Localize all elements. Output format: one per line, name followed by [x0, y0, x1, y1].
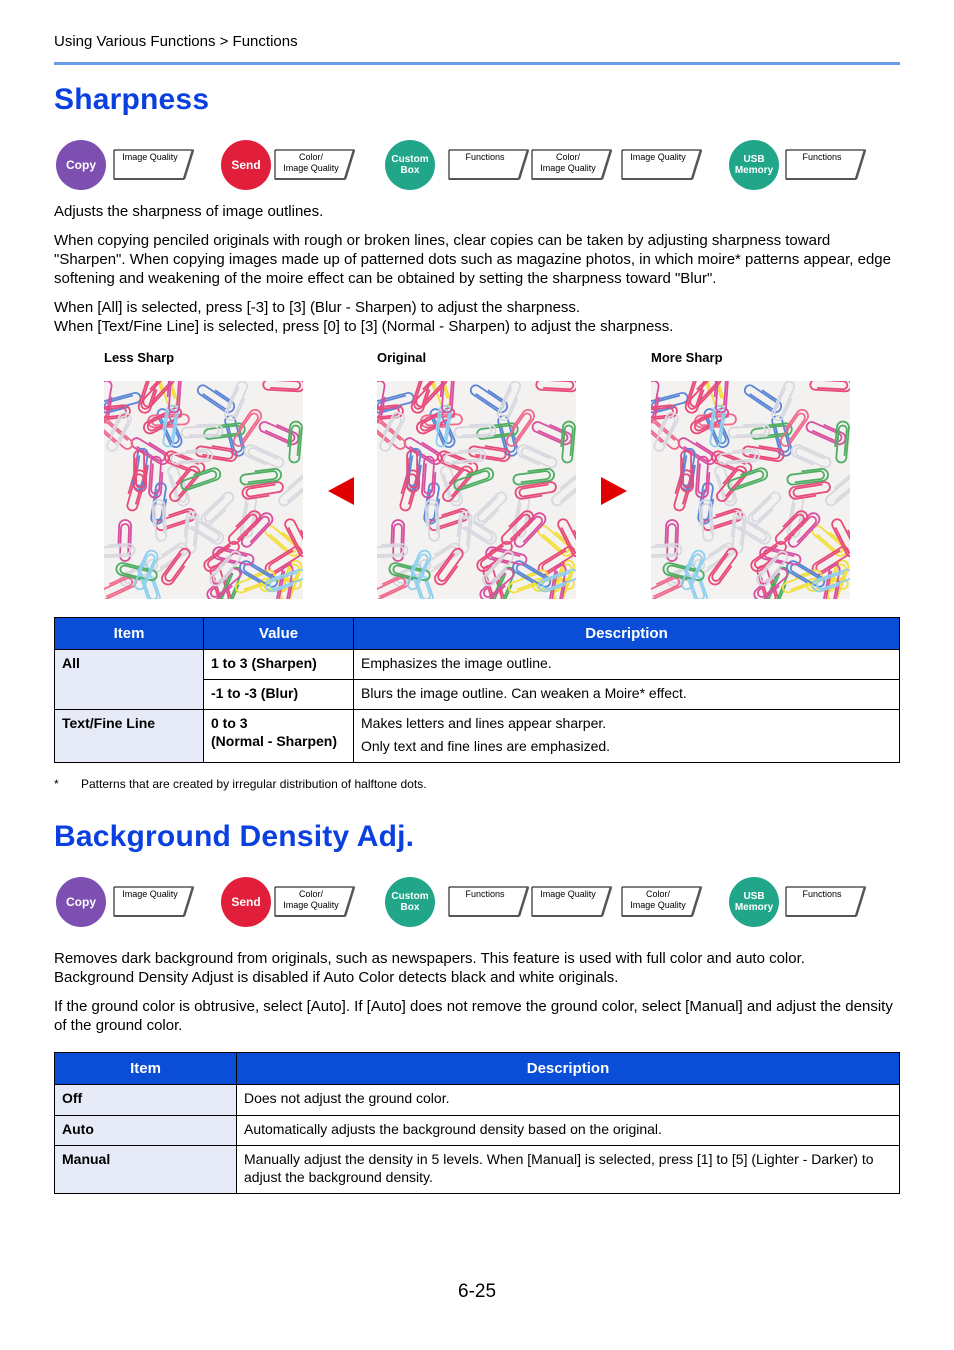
table-row — [55, 1085, 900, 1116]
paper-clip — [560, 421, 576, 463]
table-row — [55, 710, 900, 763]
paper-clip — [454, 424, 495, 437]
paper-clip — [287, 421, 303, 463]
paper-clip — [536, 522, 575, 558]
path-tag: Functions — [448, 149, 532, 180]
table-row — [55, 1116, 900, 1146]
sharpness-table — [54, 617, 900, 763]
function-path-row-1 — [56, 140, 896, 192]
paper-clip — [263, 381, 303, 392]
description-cell: Emphasizes the image outline. — [354, 650, 900, 680]
original-image — [377, 381, 576, 599]
header-rule — [54, 62, 900, 65]
paper-clip — [810, 381, 850, 392]
background-intro: Removes dark background from originals, such as newspapers. This feature is used with full color and auto color. Background Density Adjust is disabled if Auto Color detects black and white originals. — [54, 950, 805, 986]
function-path-row-2 — [56, 877, 896, 929]
page-number: 6-25 — [458, 1281, 497, 1302]
arrow-right-icon — [600, 476, 628, 506]
description-cell: Does not adjust the ground color. — [237, 1085, 900, 1116]
paper-clip — [137, 381, 161, 414]
send-badge: Send — [221, 140, 271, 190]
table-header: Description — [237, 1053, 900, 1085]
more-sharp-image — [651, 381, 850, 599]
send-badge: Send — [221, 877, 271, 927]
path-tag: Image Quality — [113, 149, 197, 180]
paper-clip — [728, 424, 769, 437]
description-cell: Blurs the image outline. Can weaken a Moire* effect. — [354, 680, 900, 710]
paper-clip — [684, 381, 708, 414]
paper-clip — [536, 381, 576, 392]
sharpness-paragraph: When copying penciled originals with rough or broken lines, clear copies can be taken by adjusting sharpness toward "Sharpen". When copying images made up of patterned dots such as magazine photos, in which moire* patterns appear, edge softening and weakening of the moire effect can be obtained by setting the sharpness toward "Blur". — [54, 232, 891, 287]
path-tag: Color/ Image Quality — [274, 886, 358, 917]
background-table — [54, 1052, 900, 1194]
value-cell: 1 to 3 (Sharpen) — [204, 650, 354, 680]
item-cell: Text/Fine Line — [55, 710, 204, 763]
table-row — [55, 650, 900, 680]
paper-clip — [810, 522, 849, 558]
arrow-left-icon — [327, 476, 355, 506]
paper-clip — [469, 382, 510, 415]
table-header: Item — [55, 618, 204, 650]
description-cell: Manually adjust the density in 5 levels. When [Manual] is selected, press [1] to [5] (Lighter - Darker) to adjust the background density. — [237, 1146, 900, 1194]
paper-clip — [743, 382, 784, 415]
copy-badge: Copy — [56, 140, 106, 190]
sharpness-intro: Adjusts the sharpness of image outlines. — [54, 203, 324, 220]
original-label: Original — [377, 350, 427, 365]
background-density-title: Background Density Adj. — [54, 820, 415, 853]
path-tag: Functions — [785, 149, 869, 180]
paper-clip — [516, 443, 558, 471]
item-cell: Off — [55, 1085, 237, 1116]
table-header: Description — [354, 618, 900, 650]
sharpness-title: Sharpness — [54, 83, 210, 116]
description-cell: Automatically adjusts the background density based on the original. — [237, 1116, 900, 1146]
table-row — [55, 1146, 900, 1194]
path-tag: Color/ Image Quality — [274, 149, 358, 180]
item-cell: All — [55, 650, 204, 710]
background-paragraph: If the ground color is obtrusive, select [Auto]. If [Auto] does not remove the ground color, select [Manual] and adjust the density of the ground color. — [54, 998, 893, 1034]
paper-clip — [196, 382, 237, 415]
path-tag: Functions — [448, 886, 532, 917]
paper-clip — [790, 443, 832, 471]
path-tag: Image Quality — [113, 886, 197, 917]
sharpness-instructions: When [All] is selected, press [-3] to [3] (Blur - Sharpen) to adjust the sharpness. When [Text/Fine Line] is selected, press [0] to [3] (Normal - Sharpen) to adjust the sharpness. — [54, 299, 674, 335]
paper-clip — [834, 421, 850, 463]
value-cell: 0 to 3 (Normal - Sharpen) — [204, 710, 354, 763]
item-cell: Manual — [55, 1146, 237, 1194]
less-sharp-image — [104, 381, 303, 599]
custom-box-badge: Custom Box — [385, 877, 435, 927]
more-sharp-label: More Sharp — [651, 350, 723, 365]
usb-memory-badge: USB Memory — [729, 877, 779, 927]
path-tag: Functions — [785, 886, 869, 917]
copy-badge: Copy — [56, 877, 106, 927]
path-tag: Color/ Image Quality — [621, 886, 705, 917]
path-tag: Color/ Image Quality — [531, 149, 615, 180]
item-cell: Auto — [55, 1116, 237, 1146]
custom-box-badge: Custom Box — [385, 140, 435, 190]
table-header: Value — [204, 618, 354, 650]
breadcrumb: Using Various Functions > Functions — [54, 33, 298, 50]
paper-clip — [263, 522, 302, 558]
usb-memory-badge: USB Memory — [729, 140, 779, 190]
value-cell: -1 to -3 (Blur) — [204, 680, 354, 710]
path-tag: Image Quality — [621, 149, 705, 180]
paper-clip — [410, 381, 434, 414]
less-sharp-label: Less Sharp — [104, 350, 175, 365]
path-tag: Image Quality — [531, 886, 615, 917]
paper-clip — [181, 424, 222, 437]
description-cell: Makes letters and lines appear sharper. Only text and fine lines are emphasized. — [354, 710, 900, 763]
table-header: Item — [55, 1053, 237, 1085]
paper-clip — [243, 443, 285, 471]
